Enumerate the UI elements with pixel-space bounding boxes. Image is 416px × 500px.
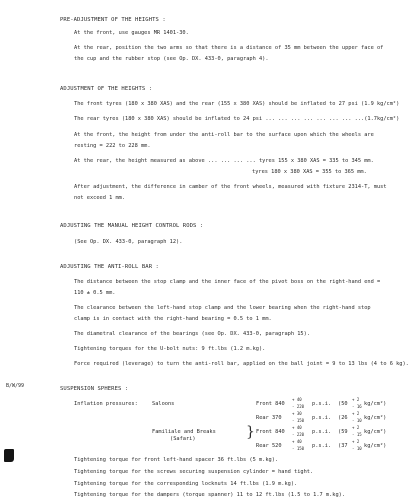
pressure-position: Rear 370 (256, 415, 282, 421)
pressure-unit: p.s.i. (312, 401, 332, 407)
heading-adjustment: ADJUSTMENT OF THE HEIGHTS : (60, 86, 153, 92)
pressure-position: Rear 520 (256, 443, 282, 449)
pressure-tolerance-minus: - 220 (292, 432, 305, 437)
pressure-position: Front 840 (256, 401, 285, 407)
pressure-tolerance-plus: + 40 (292, 439, 302, 444)
heading-manual-height: ADJUSTING THE MANUAL HEIGHT CONTROL RODS : (60, 223, 204, 229)
adjustment-rear-height-line-1: At the rear, the height measured as above ... ... ... ... tyres 155 x 380 XAS = 335 to 345 mm. (74, 158, 374, 164)
pressure-unit: p.s.i. (312, 443, 332, 449)
spheres-torque-1: Tightening torque for front left-hand spacer 36 ft.lbs (5 m.kg). (74, 457, 279, 463)
spheres-torque-4: Tightening torque for the dampers (torque spanner) 11 to 12 ft.lbs (1.5 to 1.7 m.kg). (74, 492, 346, 498)
pressure-tolerance-minus: - 150 (292, 418, 305, 423)
pressure-tolerance-minus: - 150 (292, 446, 305, 451)
heading-pre-adjustment: PRE-ADJUSTMENT OF THE HEIGHTS : (60, 17, 166, 23)
pressure-tolerance-plus: + 40 (292, 425, 302, 430)
anti-roll-distance-line-1: The distance between the stop clamp and the inner face of the pivot boss on the right-hand end = (74, 279, 381, 285)
pre-adjustment-front: At the front, use gauges MR 1401-30. (74, 30, 189, 36)
pressure-metric-minus: - 16 (352, 404, 362, 409)
pressure-metric-unit: kg/cm²) (364, 429, 387, 435)
scan-mark (4, 449, 14, 462)
anti-roll-diametral: The diametral clearance of the bearings (see Op. DX. 433-0, paragraph 15). (74, 331, 310, 337)
anti-roll-distance-line-2: 110 ± 0.5 mm. (74, 290, 116, 296)
pressure-metric: (37 (338, 443, 348, 449)
pressure-metric: (59 (338, 429, 348, 435)
pressure-metric-plus: + 2 (352, 425, 360, 430)
pressure-metric-unit: kg/cm²) (364, 415, 387, 421)
heading-anti-roll: ADJUSTING THE ANTI-ROLL BAR : (60, 264, 159, 270)
spheres-torque-3: Tightening torque for the corresponding locknuts 14 ft.lbs (1.9 m.kg). (74, 481, 298, 487)
anti-roll-torque-ubolt: Tightening torques for the U-bolt nuts: 9 ft.lbs (1.2 m.kg). (74, 346, 266, 352)
adjustment-after-line-1: After adjustment, the difference in camber of the front wheels, measured with fixture 2314-T, must (74, 184, 387, 190)
pressure-metric-plus: + 2 (352, 439, 360, 444)
spheres-saloons-label: Saloons (152, 401, 175, 407)
margin-note: B/W/99 (6, 383, 25, 389)
pressure-metric-minus: - 10 (352, 418, 362, 423)
pressure-tolerance-minus: - 220 (292, 404, 305, 409)
spheres-familiale-label-1: Familiale and Breaks (152, 429, 216, 435)
adjustment-front-height-line-2: resting = 222 to 228 mm. (74, 143, 151, 149)
pressure-unit: p.s.i. (312, 415, 332, 421)
familiale-brace: } (246, 424, 255, 440)
pressure-metric-minus: - 15 (352, 432, 362, 437)
adjustment-front-tyres: The front tyres (180 x 380 XAS) and the rear (155 x 380 XAS) should be inflated to 27 psi (1.9 kg/cm²) (74, 101, 400, 107)
pressure-metric-unit: kg/cm²) (364, 443, 387, 449)
heading-spheres: SUSPENSION SPHERES : (60, 386, 129, 392)
pressure-tolerance-plus: + 30 (292, 411, 302, 416)
pre-adjustment-rear-line-1: At the rear, position the two arms so that there is a distance of 35 mm between the upper face of (74, 45, 384, 51)
pressure-position: Front 840 (256, 429, 285, 435)
adjustment-front-height-line-1: At the front, the height from under the anti-roll bar to the surface upon which the wheels are (74, 132, 374, 138)
adjustment-rear-tyres: The rear tyres (180 x 380 XAS) should be inflated to 24 psi ... ... ... ... ... ... ... ...(1.7kg/cm²) (74, 116, 400, 122)
pressure-tolerance-plus: + 40 (292, 397, 302, 402)
spheres-familiale-label-2: (Safari) (170, 436, 196, 442)
adjustment-after-line-2: not exceed 1 mm. (74, 195, 126, 201)
spheres-torque-2: Tightening torque for the screws securing suspension cylinder = hand tight. (74, 469, 314, 475)
pressure-metric-plus: + 2 (352, 397, 360, 402)
pressure-metric-minus: - 10 (352, 446, 362, 451)
pressure-metric: (50 (338, 401, 348, 407)
adjustment-rear-height-line-2: tyres 180 x 380 XAS = 355 to 365 mm. (252, 169, 367, 175)
anti-roll-clearance-line-1: The clearance between the left-hand stop clamp and the lower bearing when the right-hand stop (74, 305, 371, 311)
pressure-unit: p.s.i. (312, 429, 332, 435)
manual-height-reference: (See Op. DX. 433-0, paragraph 12). (74, 239, 183, 245)
pressure-metric: (26 (338, 415, 348, 421)
pressure-metric-plus: + 2 (352, 411, 360, 416)
pre-adjustment-rear-line-2: the cup and the rubber stop (see Op. DX. 433-0, paragraph 4). (74, 56, 269, 62)
spheres-inflation-label: Inflation pressures: (74, 401, 138, 407)
anti-roll-clearance-line-2: clamp is in contact with the right-hand bearing = 0.5 to 1 mm. (74, 316, 272, 322)
anti-roll-force: Force required (leverage) to turn the anti-roll bar, applied on the ball joint = 9 to 13 lbs (4 to 6 kg). (74, 361, 409, 367)
pressure-metric-unit: kg/cm²) (364, 401, 387, 407)
